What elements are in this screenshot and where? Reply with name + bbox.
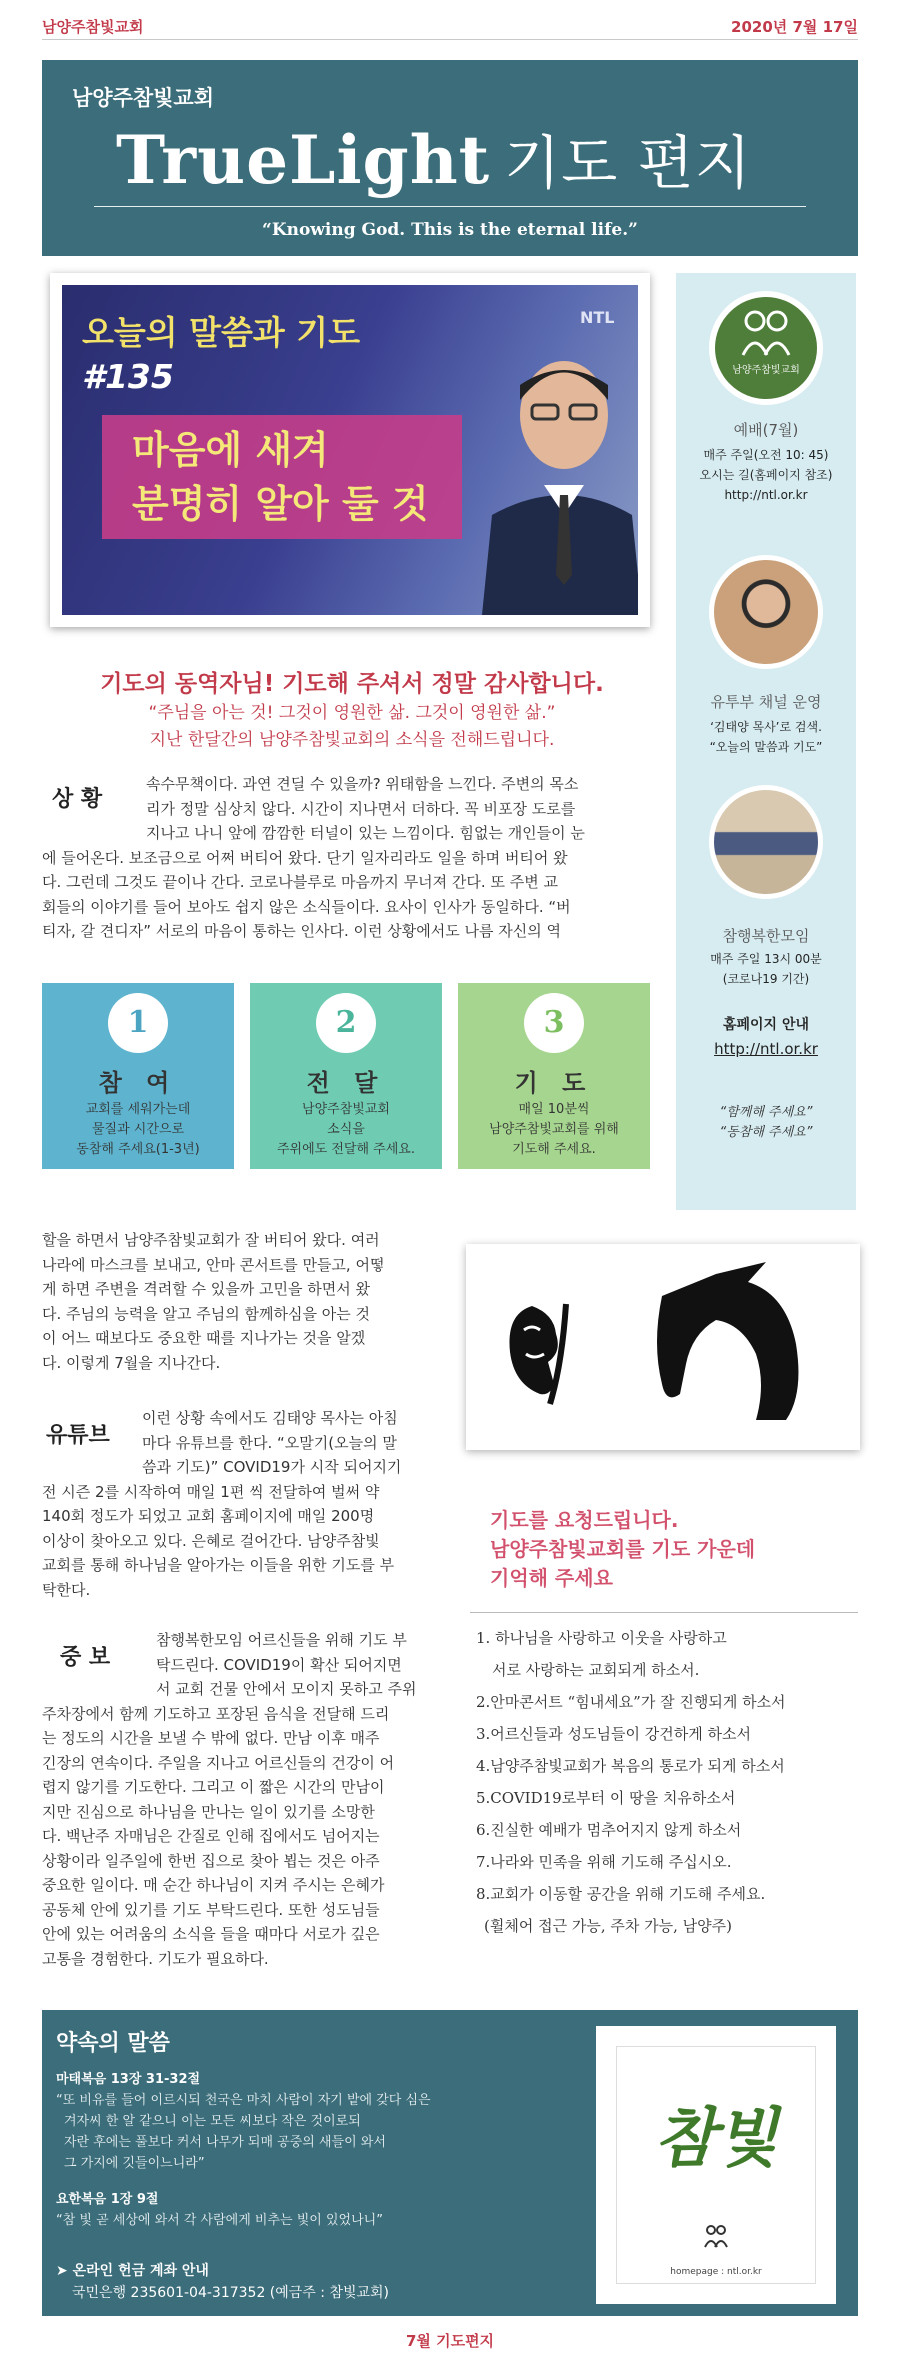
scripture-reference: 마태복음 13장 31-32절 [56, 2072, 201, 2087]
promise-heading: 약속의 말씀 [56, 2031, 170, 2056]
scripture-verse: “참 빛 곧 세상에 와서 각 사람에게 비추는 빛이 있었나니” [56, 2213, 383, 2228]
text-line: 주차장에서 함께 기도하고 포장된 음식을 전달해 드리 [42, 1704, 390, 1723]
happy-meeting-info [676, 949, 856, 989]
request-line: 기도를 요청드립니다. [490, 1508, 679, 1532]
situation-heading: 상 황 [52, 786, 103, 812]
header-divider [94, 206, 806, 207]
scripture-verse [56, 2090, 431, 2174]
text-line: 는 정도의 시간을 보낼 수 밖에 없다. 만남 이후 매주 [42, 1729, 380, 1747]
text-line: 다. 주님의 능력을 알고 주님의 함께하심을 아는 것 [42, 1304, 370, 1323]
card-line: 물질과 시간으로 [91, 1122, 185, 1137]
sidebar [676, 273, 856, 1210]
card-line: 소식을 [327, 1122, 365, 1137]
sidebar-quotes [676, 1103, 856, 1143]
intercession-heading: 중 보 [60, 1644, 111, 1670]
text-line: 긴장의 연속이다. 주일을 지나고 어르신들의 건강이 어 [42, 1753, 395, 1772]
promise-section [42, 2010, 858, 2316]
greeting-intro: 지난 한달간의 남양주참빛교회의 소식을 전해드립니다. [149, 730, 555, 750]
situation-text-indent [146, 772, 656, 846]
text-line: 상황이라 일주일에 한번 집으로 찾아 뵙는 것은 아주 [42, 1851, 380, 1870]
card-pray [458, 983, 650, 1169]
intercession-text-indent [156, 1628, 456, 1702]
prayer-item: 6.진실한 예배가 멈추어지지 않게 하소서 [476, 1821, 742, 1839]
request-line: 기억해 주세요 [490, 1566, 613, 1590]
text-line: 이런 상황 속에서도 김태양 목사는 아침 [142, 1409, 398, 1427]
card-line: 남양주참빛교회를 위해 [489, 1122, 619, 1137]
worship-url[interactable]: http://ntl.or.kr [724, 488, 808, 502]
church-logo [709, 291, 823, 405]
text-line: 중요한 일이다. 매 순간 하나님이 지켜 주시는 은혜가 [42, 1876, 385, 1894]
brochure-title: 참빛 [654, 2101, 778, 2176]
youtube-search-hint: ‘김태양 목사’로 검색. [710, 720, 822, 734]
prayer-item: 8.교회가 이동할 공간을 위해 기도해 주세요. [476, 1885, 766, 1903]
card-line: 주위에도 전달해 주세요. [277, 1142, 415, 1157]
verse-line: 겨자씨 한 알 같으니 이는 모든 씨보다 작은 것이로되 [64, 2114, 361, 2129]
text-line: 할을 하면서 남양주참빛교회가 잘 버티어 왔다. 여러 [42, 1231, 380, 1249]
header-banner [42, 60, 858, 256]
newsletter-title [116, 116, 752, 200]
text-line: 티자, 갈 견디자” 서로의 마음이 통하는 인사다. 이런 상황에서도 나름 자신의 역 [42, 922, 561, 940]
scripture-reference: 요한복음 1장 9절 [56, 2192, 159, 2207]
card-body [458, 1100, 650, 1160]
offering-account: 국민은행 235601-04-317352 (예금주 : 참빛교회) [72, 2285, 390, 2301]
header-motto: “Knowing God. This is the eternal life.” [262, 220, 638, 240]
thumbnail-caption-line: 마음에 새겨 [132, 428, 329, 472]
video-thumbnail-frame [50, 273, 650, 627]
title-korean: 기도 편지 [504, 129, 752, 197]
top-date: 2020년 7월 17일 [731, 18, 858, 36]
prayer-divider [470, 1612, 858, 1613]
verse-line: 그 가지에 깃들이느니라” [64, 2156, 205, 2171]
text-line: 마다 유튜브를 한다. “오말기(오늘의 말 [142, 1433, 397, 1452]
brochure-homepage: homepage : ntl.or.kr [670, 2267, 762, 2277]
ntl-logo: NTL [580, 308, 615, 327]
text-line: 다. 그런데 그것도 끝이나 간다. 코로나블루로 마음까지 무너져 간다. 또 주변 교 [42, 873, 558, 891]
text-line: 지나고 나니 앞에 깜깜한 터널이 있는 느낌이다. 힘없는 개인들이 눈 [146, 824, 585, 842]
thumbnail-caption-line: 분명히 알아 둘 것 [132, 482, 429, 526]
brochure-people-icon [701, 2223, 731, 2249]
worship-heading: 예배(7월) [733, 421, 799, 439]
greeting-quote: “주님을 아는 것! 그것이 영원한 삶. 그것이 영원한 삶.” [148, 703, 556, 723]
text-line: 이 어느 때보다도 중요한 때를 지나가는 것을 알겠 [42, 1329, 366, 1347]
text-line: 씀과 기도)” COVID19가 시작 되어지기 [142, 1458, 402, 1476]
quote-together: “함께해 주세요” [719, 1105, 813, 1120]
church-brochure-cover [596, 2026, 836, 2304]
text-line: 교회를 통해 하나님을 알아가는 이들을 위한 기도를 부 [42, 1556, 395, 1574]
text-line: 회들의 이야기를 들어 보아도 쉽지 않은 소식들이다. 요사이 인사가 동일하다. “버 [42, 897, 571, 916]
greeting-headline: 기도의 동역자님! 기도해 주셔서 정말 감사합니다. [100, 671, 604, 697]
text-line: 안에 있는 어려움의 소식을 들을 때마다 서로가 깊은 [42, 1925, 380, 1943]
verse-line: “또 비유를 들어 이르시되 천국은 마치 사람이 자기 밭에 갖다 심은 [56, 2093, 431, 2108]
card-title: 기 도 [514, 1069, 594, 1097]
brochure-inner [616, 2046, 816, 2284]
text-line: 지만 진심으로 하나님을 만나는 일이 있기를 소망한 [42, 1802, 375, 1821]
card-number: 2 [316, 993, 376, 1053]
thumbnail-caption [132, 423, 429, 531]
text-line: 다. 이렇게 7월을 지나간다. [42, 1353, 221, 1372]
text-line: 다. 백난주 자매님은 간질로 인해 집에서도 넘어지는 [42, 1827, 380, 1845]
youtube-heading: 유투부 채널 운영 [710, 693, 822, 711]
title-english: TrueLight [116, 121, 491, 199]
happy-meeting-note: (코로나19 기간) [722, 972, 810, 986]
text-line: 탁드린다. COVID19이 확산 되어지면 [156, 1655, 402, 1674]
logo-people-icon [715, 297, 817, 357]
card-line: 기도해 주세요. [512, 1142, 596, 1157]
quote-join: “동참해 주세요” [719, 1125, 813, 1140]
worship-info [676, 445, 856, 505]
bottom-footer-label: 7월 기도편지 [405, 2332, 495, 2350]
video-thumbnail [62, 285, 638, 615]
text-line: 공동체 안에 있기를 기도 부탁드린다. 또한 성도님들 [42, 1900, 380, 1919]
text-line: 렵지 않기를 기도한다. 그리고 이 짧은 시간의 만남이 [42, 1778, 385, 1796]
prayer-item: 2.안마콘서트 “힘내세요”가 잘 진행되게 하소서 [476, 1693, 786, 1711]
happy-meeting-time: 매주 주일 13시 00분 [710, 952, 822, 966]
text-line: 고통을 경험한다. 기도가 필요하다. [42, 1949, 269, 1968]
youtube-section-heading: 유튜브 [46, 1422, 110, 1448]
situation-text-continued [42, 1228, 452, 1375]
church-logo-emblem [715, 297, 817, 399]
text-line: 속수무책이다. 과연 견딜 수 있을까? 위태함을 느낀다. 주변의 목소 [146, 775, 579, 793]
offering-account-heading: ➤ 온라인 헌금 계좌 안내 [56, 2263, 209, 2279]
meeting-photo [709, 785, 823, 899]
youtube-text-indent [142, 1406, 452, 1480]
praying-figures-drawing [466, 1244, 860, 1450]
card-number: 1 [108, 993, 168, 1053]
card-line: 동참해 주세요(1-3년) [76, 1142, 200, 1157]
thumbnail-series-title: 오늘의 말씀과 기도 [82, 313, 361, 352]
verse-line: 자란 후에는 풀보다 커서 나무가 되매 공중의 새들이 와서 [64, 2135, 386, 2150]
card-body [250, 1100, 442, 1160]
prayer-item: 7.나라와 민족을 위해 기도해 주십시오. [476, 1853, 732, 1871]
top-bar [42, 14, 858, 40]
prayer-item: 1. 하나님을 사랑하고 이웃을 사랑하고 [476, 1629, 727, 1647]
text-line: 리가 정말 심상치 않다. 시간이 지나면서 더하다. 꼭 비포장 도로를 [146, 799, 576, 818]
situation-text [42, 846, 662, 944]
card-number: 3 [524, 993, 584, 1053]
card-share [250, 983, 442, 1169]
logo-text: 남양주참빛교회 [732, 365, 800, 376]
text-line: 전 시즌 2를 시작하여 매일 1편 씩 전달하여 벌써 약 [42, 1482, 380, 1501]
intercession-text [42, 1702, 462, 1972]
prayer-list [476, 1622, 786, 1942]
greeting-subtext [42, 700, 662, 754]
text-line: 탁한다. [42, 1580, 91, 1599]
thumbnail-episode: #135 [82, 357, 174, 396]
homepage-heading: 홈페이지 안내 [722, 1017, 810, 1033]
card-participate [42, 983, 234, 1169]
header-church-name: 남양주참빛교회 [72, 86, 215, 110]
prayer-item: 3.어르신들과 성도님들이 강건하게 하소서 [476, 1725, 751, 1743]
youtube-program: “오늘의 말씀과 기도” [709, 740, 823, 754]
text-line: 이상이 찾아오고 있다. 은혜로 걸어간다. 남양주참빛 [42, 1531, 380, 1550]
request-line: 남양주참빛교회를 기도 가운데 [490, 1537, 756, 1561]
pastor-photo [482, 345, 638, 615]
pastor-avatar [709, 555, 823, 669]
homepage-link[interactable]: http://ntl.or.kr [714, 1040, 818, 1058]
text-line: 에 들어온다. 보조금으로 어쩌 버티어 왔다. 단기 일자리라도 일을 하며 버티어 왔 [42, 848, 568, 867]
youtube-info [676, 717, 856, 757]
card-line: 매일 10분씩 [518, 1102, 590, 1117]
text-line: 나라에 마스크를 보내고, 안마 콘서트를 만들고, 어떻 [42, 1255, 385, 1274]
text-line: 참행복한모임 어르신들을 위해 기도 부 [156, 1631, 407, 1649]
happy-meeting-heading: 참행복한모임 [722, 927, 810, 945]
worship-directions: 오시는 길(홈페이지 참조) [699, 468, 833, 482]
top-church-name: 남양주참빛교회 [42, 18, 144, 36]
text-line: 게 하면 주변을 격려할 수 있을까 고민을 하면서 왔 [42, 1280, 370, 1298]
card-title: 전 달 [306, 1069, 386, 1097]
youtube-text [42, 1480, 462, 1603]
card-body [42, 1100, 234, 1160]
prayer-item: 5.COVID19로부터 이 땅을 치유하소서 [476, 1789, 736, 1807]
prayer-item: 서로 사랑하는 교회되게 하소서. [492, 1661, 700, 1679]
prayer-request-heading [490, 1506, 755, 1593]
worship-time: 매주 주일(오전 10: 45) [703, 448, 829, 462]
card-line: 남양주참빛교회 [302, 1102, 390, 1117]
praying-figures-illustration [466, 1244, 860, 1450]
card-title: 참 여 [98, 1069, 178, 1097]
prayer-item: 4.남양주참빛교회가 복음의 통로가 되게 하소서 [476, 1757, 785, 1775]
text-line: 140회 정도가 되었고 교회 홈페이지에 매일 200명 [42, 1507, 375, 1525]
text-line: 서 교회 건물 안에서 모이지 못하고 주위 [156, 1680, 417, 1698]
card-line: 교회를 세워가는데 [85, 1102, 191, 1117]
prayer-item: (휠체어 접근 가능, 주차 가능, 남양주) [484, 1917, 732, 1935]
